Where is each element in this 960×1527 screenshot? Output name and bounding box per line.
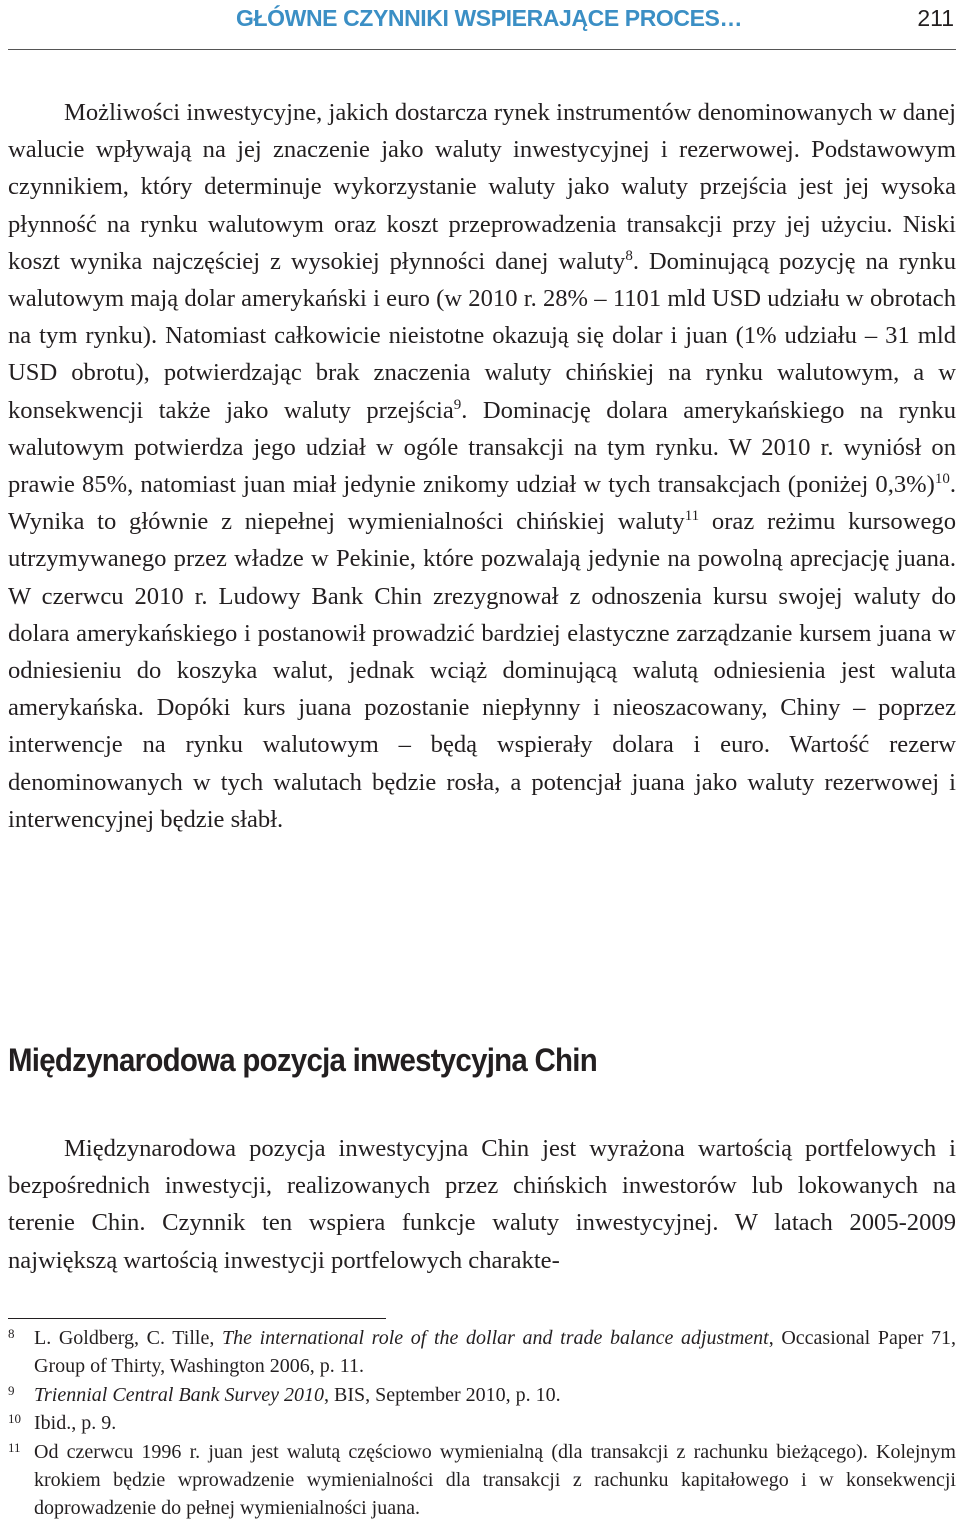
footnote-text: , Occasional Paper 71, Group of Thirty, Washington 2006, p. 11. bbox=[34, 1327, 956, 1378]
footnote-text: Ibid., p. 9. bbox=[34, 1412, 117, 1435]
footnote-ref-9: 9 bbox=[453, 396, 462, 413]
footnote-11 bbox=[8, 1438, 956, 1523]
footnote-8 bbox=[8, 1324, 956, 1381]
header-rule bbox=[8, 49, 956, 50]
footnotes bbox=[8, 1324, 956, 1523]
footnote-10 bbox=[8, 1409, 956, 1437]
paragraph-text: . Dominującą pozycję na rynku walutowym mają dolar amerykański i euro (w 2010 r. 28% – 1101 mld USD udziału w obrotach na tym rynku). Natomiast całkowicie nieistotne okazują się dolar i juan (1% udziału – 31 mld USD obrotu), potwierdzając brak znaczenia waluty chińskiej na rynku walutowym, a w konsekwencji także jako waluty przejścia bbox=[8, 247, 956, 424]
paragraph-text: Międzynarodowa pozycja inwestycyjna Chin jest wyrażona wartością portfelowych i bezpośrednich inwestycji, realizowanych przez chińskich inwestorów lub lokowanych na terenie Chin. Czynnik ten wspiera funkcje waluty inwestycyjnej. W latach 2005-2009 największą wartością inwestycji portfelowych charakte- bbox=[8, 1135, 956, 1274]
footnote-title: Triennial Central Bank Survey 2010 bbox=[34, 1383, 324, 1406]
paragraph-text: Możliwości inwestycyjne, jakich dostarcza rynek instrumentów denominowanych w danej walucie wpływają na jej znaczenie jako waluty inwestycyjnej i rezerwowej. Podstawowym czynnikiem, który determinuje wykorzystanie waluty jako waluty przejścia jest jej wysoka płynność na rynku walutowym oraz koszt przeprowadzenia transakcji przy jej użyciu. Niski koszt wynika najczęściej z wysokiej płynności danej waluty bbox=[8, 99, 956, 275]
body-paragraph-1 bbox=[8, 94, 956, 838]
running-header bbox=[8, 2, 956, 42]
body-paragraph-2 bbox=[8, 1130, 956, 1279]
footnote-number: 8 bbox=[8, 1326, 15, 1341]
page-number: 211 bbox=[917, 5, 954, 31]
footnote-ref-10: 10 bbox=[934, 470, 950, 487]
section-heading: Międzynarodowa pozycja inwestycyjna Chin bbox=[8, 1042, 597, 1078]
footnote-text: Od czerwcu 1996 r. juan jest walutą częściowo wymienialną (dla transakcji z rachunku bieżącego). Kolejnym krokiem będzie wprowadzenie wymienialności dla transakcji z rachunku kapitałowego i w konsekwencji doprowadzenie do pełnej wymienialności juana. bbox=[34, 1440, 956, 1520]
footnote-text: L. Goldberg, C. Tille, bbox=[34, 1327, 222, 1349]
paragraph-text: oraz reżimu kursowego utrzymywanego przez władze w Pekinie, które pozwalają jedynie na powolną aprecjację juana. W czerwcu 2010 r. Ludowy Bank Chin zrezygnował z odnoszenia kursu swojej waluty do dolara amerykańskiego i postanowił prowadzić bardziej elastyczne zarządzanie kursem juana w odniesieniu do koszyka walut, jednak wciąż dominującą walutą odniesienia jest waluta amerykańska. Dopóki kurs juana pozostanie niepłynny i nieoszacowany, Chiny – poprzez interwencje na rynku walutowym – będą wspierały dolara i euro. Wartość rezerw denominowanych w tych walutach będzie rosła, a potencjał juana jako waluty rezerwowej i interwencyjnej będzie słabł. bbox=[8, 508, 956, 833]
footnote-ref-11: 11 bbox=[684, 508, 700, 525]
footnote-separator bbox=[8, 1318, 386, 1319]
footnote-9 bbox=[8, 1381, 956, 1409]
paragraph-text: . Dominację dolara amerykańskiego na rynku walutowym potwierdza jego udział w ogóle transakcji na tym rynku. W 2010 r. wyniósł on prawie 85%, natomiast juan miał jedynie znikomy udział w tych transakcjach (poniżej 0,3%) bbox=[8, 396, 956, 499]
footnote-number: 10 bbox=[8, 1411, 21, 1427]
footnote-ref-8: 8 bbox=[625, 247, 633, 264]
running-header-title: GŁÓWNE CZYNNIKI WSPIERAJĄCE PROCES… bbox=[236, 5, 743, 31]
footnote-number: 9 bbox=[8, 1382, 15, 1398]
footnote-title: The international role of the dollar and trade balance adjustment bbox=[221, 1327, 769, 1349]
footnote-number: 11 bbox=[8, 1439, 21, 1455]
paragraph-text: . Wynika to głównie z niepełnej wymienialności chińskiej waluty bbox=[8, 471, 956, 536]
footnote-text: , BIS, September 2010, p. 10. bbox=[323, 1383, 561, 1406]
